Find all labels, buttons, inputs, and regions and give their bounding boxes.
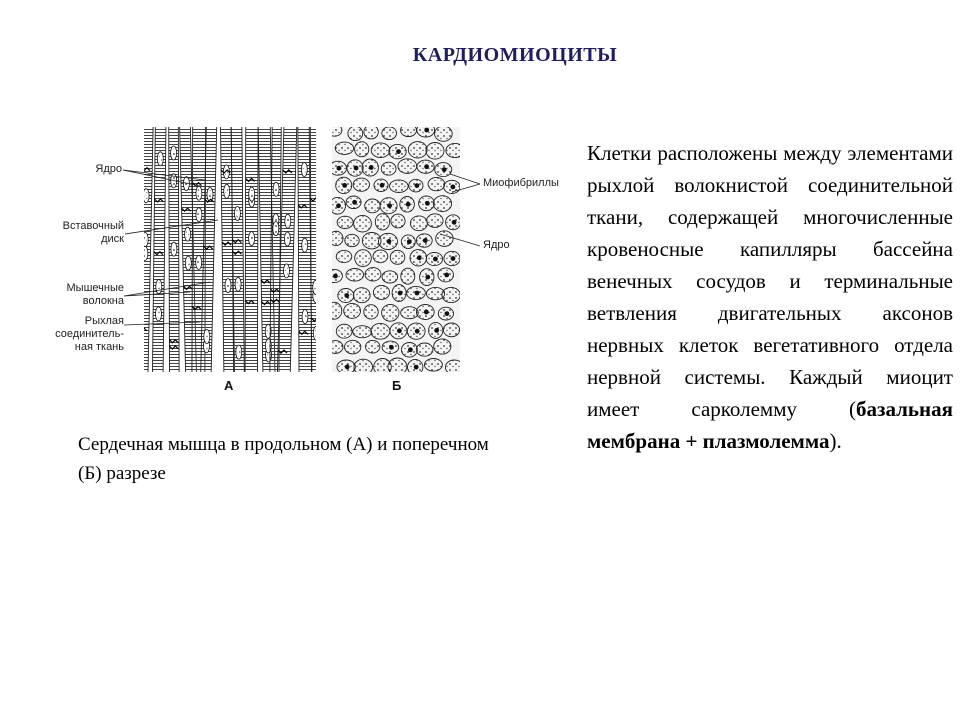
fiber-profile bbox=[375, 214, 389, 230]
nucleus bbox=[344, 293, 349, 298]
nucleus bbox=[451, 185, 456, 190]
fiber-profile bbox=[408, 142, 427, 158]
chromatin bbox=[315, 329, 318, 338]
chromatin bbox=[285, 266, 288, 275]
nucleus bbox=[425, 275, 430, 280]
fiber-profile bbox=[345, 234, 359, 246]
fiber-profile bbox=[328, 341, 343, 354]
chromatin bbox=[274, 224, 277, 233]
nucleus bbox=[433, 257, 438, 262]
fiber-profile bbox=[382, 271, 398, 283]
chromatin bbox=[237, 280, 240, 289]
nucleus bbox=[417, 255, 422, 260]
fiber-profile bbox=[391, 214, 405, 228]
fiber-profile bbox=[335, 142, 353, 154]
chromatin bbox=[197, 189, 200, 198]
fiber-profile bbox=[435, 126, 453, 141]
nucleus bbox=[352, 200, 357, 205]
nucleus bbox=[424, 310, 429, 315]
chromatin bbox=[157, 309, 160, 318]
chromatin bbox=[314, 283, 317, 292]
chromatin bbox=[303, 165, 306, 174]
label-loose-connective-tissue: Рыхлая соединитель- ная ткань bbox=[55, 315, 124, 353]
fiber-profile bbox=[365, 199, 380, 213]
fiber-profile bbox=[401, 268, 415, 284]
chromatin bbox=[267, 327, 270, 336]
fiber-profile bbox=[371, 143, 390, 158]
chromatin bbox=[186, 230, 189, 239]
histology-figure bbox=[40, 122, 580, 412]
fiber-profile bbox=[426, 143, 444, 160]
nucleus bbox=[380, 183, 385, 188]
nucleus bbox=[333, 274, 338, 279]
nucleus bbox=[387, 203, 392, 208]
fiber-profile bbox=[427, 214, 443, 228]
nucleus bbox=[423, 238, 428, 243]
nucleus bbox=[451, 256, 456, 261]
muscle-fiber bbox=[245, 122, 258, 382]
fiber-profile bbox=[390, 180, 409, 193]
chromatin bbox=[172, 149, 175, 158]
fiber-profile bbox=[434, 339, 451, 354]
fiber-profile bbox=[433, 196, 451, 212]
fiber-profile bbox=[381, 162, 396, 175]
chromatin bbox=[187, 259, 190, 268]
fiber-profile bbox=[428, 177, 445, 190]
fiber-profile bbox=[436, 231, 453, 247]
nucleus bbox=[396, 149, 401, 154]
fiber-profile bbox=[326, 302, 341, 319]
fiber-profile bbox=[398, 159, 417, 174]
nucleus bbox=[369, 165, 374, 170]
nucleus bbox=[387, 239, 392, 244]
panel-letter-a: А bbox=[224, 378, 234, 393]
nucleus bbox=[415, 291, 420, 296]
nucleus bbox=[406, 202, 411, 207]
chromatin bbox=[303, 241, 306, 250]
chromatin bbox=[250, 234, 253, 243]
nucleus bbox=[336, 203, 341, 208]
nucleus bbox=[408, 347, 413, 352]
fiber-profile bbox=[355, 142, 369, 157]
label-myofibrils: Миофибриллы bbox=[483, 177, 559, 189]
chromatin bbox=[144, 235, 147, 244]
fiber-profile bbox=[348, 126, 363, 140]
fiber-profile bbox=[371, 323, 390, 339]
nucleus bbox=[445, 311, 450, 316]
chromatin bbox=[303, 312, 306, 321]
nucleus bbox=[415, 329, 420, 334]
nucleus bbox=[452, 220, 457, 225]
fiber-profile bbox=[373, 250, 388, 263]
fiber-profile bbox=[337, 216, 353, 228]
fiber-profile bbox=[336, 250, 352, 262]
label-nucleus-left: Ядро bbox=[95, 163, 122, 175]
panel-letter-b: Б bbox=[392, 378, 402, 393]
fiber-profile bbox=[388, 358, 407, 375]
chromatin bbox=[197, 258, 200, 267]
fiber-profile bbox=[344, 303, 361, 318]
cross-section bbox=[326, 123, 464, 375]
nucleus bbox=[337, 166, 342, 171]
body-paragraph: Клетки расположены между элементами рыхлой волокнистой соединительной ткани, содержащей многочисленные кровеносные капилляры бассейна венечных сосудов и терминальные ветвления двигательных аксонов нервных клеток вегетативного отдела нервной системы. Каждый миоцит имеет сарколемму (базальная мембрана + плазмолемма). bbox=[587, 141, 953, 453]
fiber-profile bbox=[353, 178, 369, 191]
fiber-profile bbox=[442, 287, 460, 302]
fiber-profile bbox=[365, 268, 381, 281]
chromatin bbox=[208, 190, 211, 199]
longitudinal-section bbox=[137, 122, 322, 382]
fiber-profile bbox=[416, 343, 433, 356]
fiber-profile bbox=[445, 360, 463, 374]
nucleus bbox=[389, 345, 394, 350]
chromatin bbox=[250, 190, 253, 199]
nucleus bbox=[354, 166, 359, 171]
fiber-profile bbox=[353, 326, 372, 338]
nucleus bbox=[442, 167, 447, 172]
nucleus bbox=[345, 365, 350, 370]
chromatin bbox=[197, 210, 200, 219]
figure-caption: Сердечная мышца в продольном (А) и поперечном (Б) разрезе bbox=[78, 434, 489, 484]
chromatin bbox=[145, 191, 148, 200]
chromatin bbox=[226, 281, 229, 290]
fiber-profile bbox=[401, 307, 419, 319]
nucleus bbox=[425, 201, 430, 206]
fiber-profile bbox=[345, 340, 361, 354]
fiber-profile bbox=[373, 285, 389, 299]
label-intercalated-disc: Вставочный диск bbox=[62, 220, 124, 245]
chromatin bbox=[205, 332, 208, 341]
fiber-profile bbox=[329, 231, 343, 245]
fiber-profile bbox=[346, 269, 364, 282]
fiber-profile bbox=[328, 124, 342, 136]
chromatin bbox=[286, 217, 289, 226]
fiber-profile bbox=[382, 304, 399, 321]
label-muscle-fibers: Мышечные волокна bbox=[66, 282, 124, 307]
chromatin bbox=[267, 341, 270, 350]
chromatin bbox=[275, 185, 278, 194]
fiber-profile bbox=[355, 250, 372, 267]
nucleus bbox=[415, 183, 420, 188]
chromatin bbox=[236, 209, 239, 218]
fiber-profile bbox=[382, 127, 397, 140]
fiber-profile bbox=[354, 215, 372, 232]
chromatin bbox=[172, 245, 175, 254]
fiber-profile bbox=[364, 125, 378, 139]
fiber-profile bbox=[446, 143, 464, 157]
chromatin bbox=[159, 154, 162, 163]
nucleus bbox=[398, 291, 403, 296]
fiber-profile bbox=[401, 124, 417, 137]
nucleus bbox=[397, 328, 402, 333]
nucleus bbox=[407, 239, 412, 244]
fiber-profile bbox=[353, 288, 370, 303]
chromatin bbox=[225, 187, 228, 196]
nucleus bbox=[313, 326, 319, 340]
fiber-profile bbox=[443, 323, 459, 337]
slide-title: КАРДИОМИОЦИТЫ bbox=[412, 44, 618, 66]
nucleus bbox=[424, 128, 429, 133]
chromatin bbox=[143, 249, 146, 258]
fiber-profile bbox=[424, 359, 442, 372]
fiber-profile bbox=[390, 250, 405, 264]
nucleus bbox=[424, 164, 429, 169]
fiber-profile bbox=[364, 305, 378, 319]
fiber-profile bbox=[336, 324, 352, 338]
bold-term: базальная мембрана + плазмолемма bbox=[587, 397, 953, 453]
nucleus bbox=[444, 273, 449, 278]
nucleus bbox=[342, 183, 347, 188]
nucleus bbox=[414, 365, 419, 370]
nucleus bbox=[434, 328, 439, 333]
fiber-profile bbox=[410, 216, 427, 231]
fiber-profile bbox=[366, 340, 380, 353]
fiber-profile bbox=[354, 359, 373, 375]
label-nucleus-right: Ядро bbox=[483, 239, 510, 251]
chromatin bbox=[237, 348, 240, 357]
chromatin bbox=[286, 235, 289, 244]
